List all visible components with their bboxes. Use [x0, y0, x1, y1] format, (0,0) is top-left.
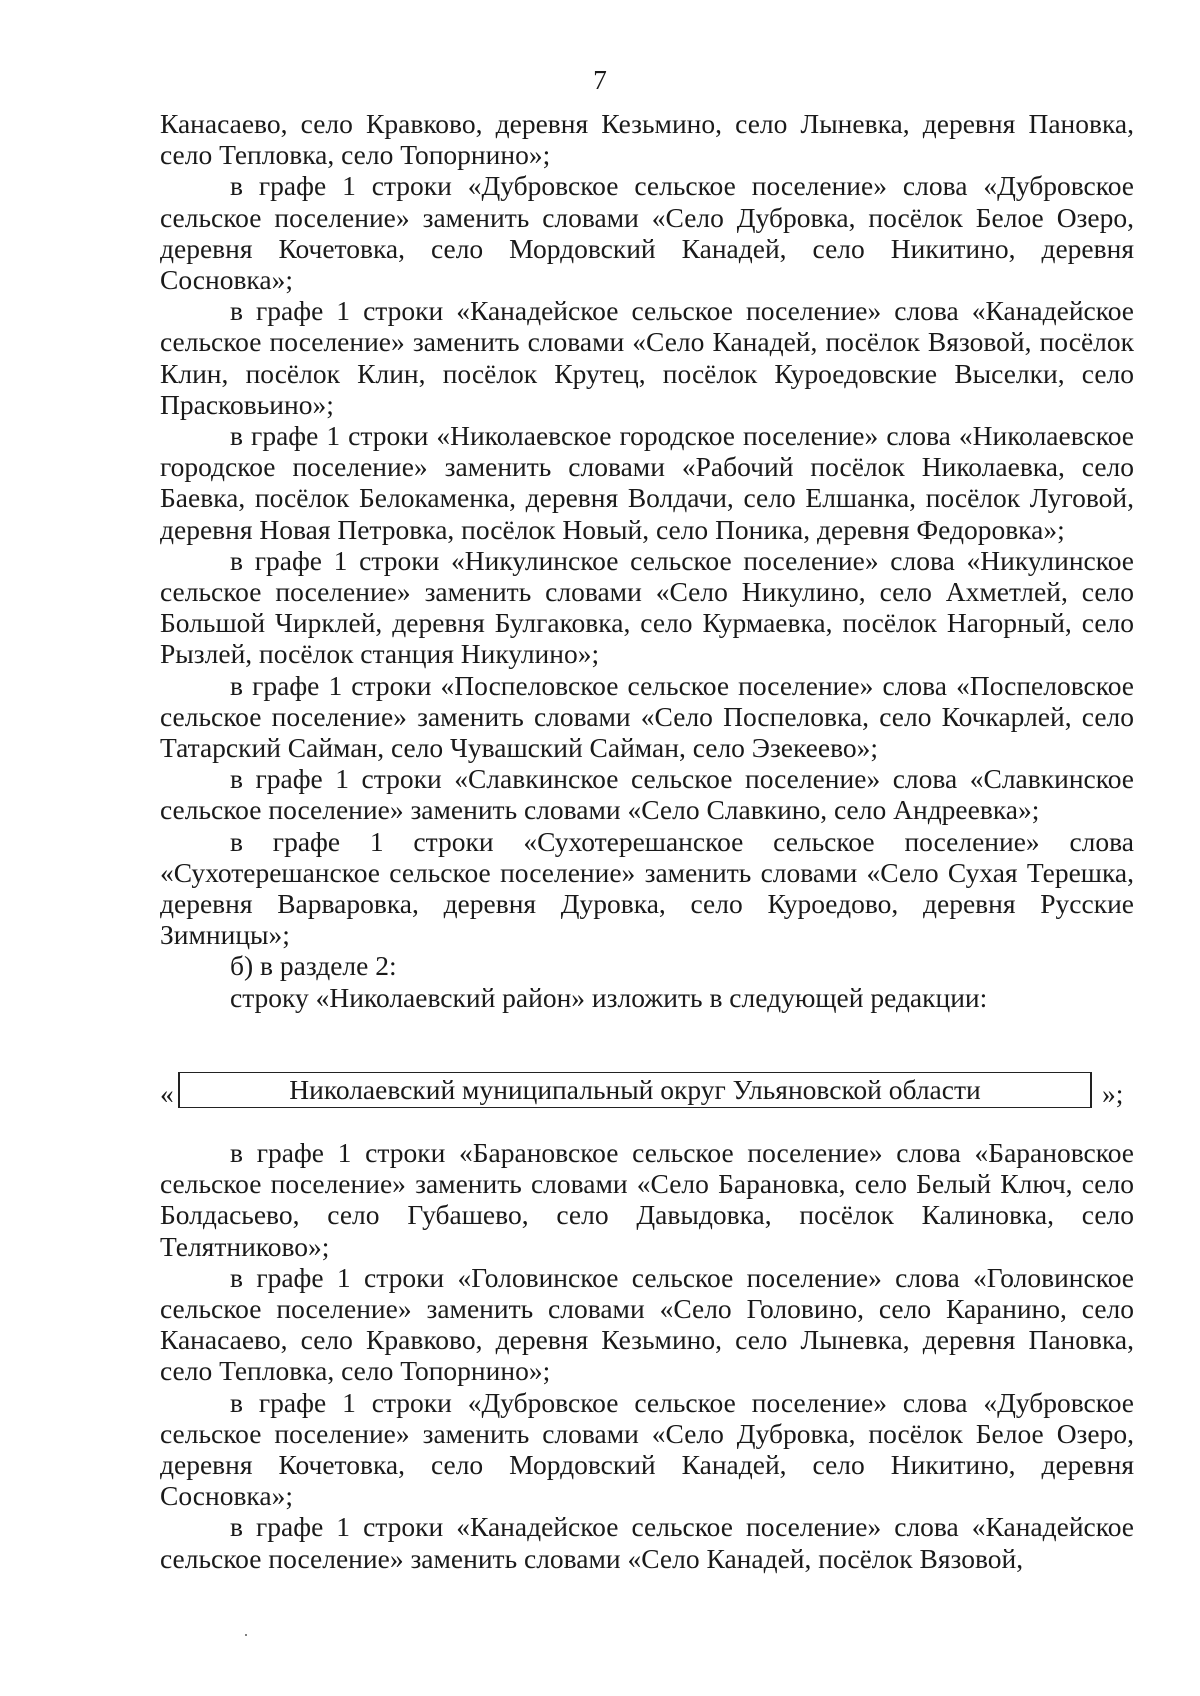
- paragraph: [160, 545, 1134, 670]
- text-line: «Николаевское городское поселение» заменить словами «Рабочий посёлок: [160, 420, 1134, 483]
- text-line: в графе 1 строки «Поспеловское сельское поселение» слова: [230, 669, 947, 701]
- text-line: «Сухотерешанское сельское поселение» заменить словами «Село Сухая: [160, 856, 1018, 888]
- text-line: Сосновка»;: [160, 264, 293, 296]
- text-section-1: [160, 108, 1134, 1013]
- text-line: сельское поселение» заменить словами «Село Барановка, село Белый Ключ,: [160, 1168, 1073, 1200]
- text-line: Сосновка»;: [160, 1480, 293, 1512]
- text-line: Телятниково»;: [160, 1230, 330, 1262]
- text-line: сельское поселение» заменить словами «Село Никулино, село Ахметлей, село: [160, 576, 1134, 608]
- text-section-2: [160, 1137, 1134, 1574]
- paragraph: [160, 950, 1134, 981]
- text-line: Кочкарлей, село Татарский Сайман, село Чувашский Сайман, село Эзекеево»;: [160, 700, 1134, 764]
- text-line: в графе 1 строки «Дубровское сельское поселение» слова «Дубровское: [230, 1386, 1134, 1418]
- text-line: село Рызлей, посёлок станция Никулино»;: [160, 607, 1135, 670]
- paragraph: [160, 295, 1134, 420]
- paragraph: [160, 108, 1134, 170]
- text-line: в графе 1 строки «Канадейское сельское поселение» слова «Канадейское: [230, 1511, 1134, 1543]
- paragraph: [160, 1262, 1134, 1387]
- paragraph: [160, 982, 1134, 1013]
- opening-quote: «: [160, 1078, 174, 1109]
- closing-quote: »;: [1102, 1078, 1124, 1109]
- text-line: село Тепловка, село Топорнино»;: [160, 1355, 551, 1387]
- text-line: в графе 1 строки «Славкинское сельское поселение» слова «Славкинское: [230, 763, 1134, 795]
- text-line: сельское поселение» заменить словами «Село Дубровка, посёлок Белое Озеро,: [160, 1417, 1134, 1449]
- paragraph: [160, 170, 1134, 295]
- paragraph: [160, 1511, 1134, 1573]
- text-line: в графе 1 строки «Канадейское сельское поселение» слова «Канадейское: [230, 295, 1134, 327]
- text-line: деревня Кочетовка, село Мордовский Канадей, село Никитино, деревня: [160, 232, 1134, 264]
- text-line: Терешка, деревня Варваровка, деревня Дуровка, село Куроедово, деревня: [160, 856, 1135, 920]
- text-line: село Прасковьино»;: [160, 357, 1135, 420]
- text-line: деревня Кочетовка, село Мордовский Канадей, село Никитино, деревня: [160, 1449, 1134, 1481]
- page-number: 7: [593, 64, 607, 95]
- text-line: село Болдасьево, село Губашево, село Давыдовка, посёлок Калиновка, село: [160, 1168, 1134, 1231]
- paragraph: [160, 826, 1134, 951]
- table-cell: Николаевский муниципальный округ Ульяновской области: [178, 1072, 1092, 1108]
- text-line: б) в разделе 2:: [230, 950, 397, 982]
- text-line: село Тепловка, село Топорнино»;: [160, 139, 551, 171]
- text-line: сельское поселение» заменить словами «Село Канадей, посёлок Вязовой,: [160, 1542, 1024, 1574]
- text-line: «Поспеловское сельское поселение» заменить словами «Село Поспеловка, село: [160, 669, 1135, 732]
- text-line: Канасаево, село Кравково, деревня Кезьмино, село Лыневка, деревня Пановка,: [160, 1324, 1134, 1356]
- text-line: строку «Николаевский район» изложить в следующей редакции:: [230, 981, 988, 1013]
- scan-speck: [245, 1634, 247, 1636]
- text-line: сельское поселение» заменить словами «Село Канадей, посёлок Вязовой,: [160, 326, 1032, 358]
- text-line: сельское поселение» заменить словами «Село Славкино, село Андреевка»;: [160, 794, 1040, 826]
- text-line: в графе 1 строки «Сухотерешанское сельское поселение» слова: [230, 825, 1134, 857]
- paragraph: [160, 420, 1134, 545]
- text-line: Канасаево, село Кравково, деревня Кезьмино, село Лыневка, деревня Пановка,: [160, 108, 1134, 139]
- text-line: Елшанка, посёлок Луговой, деревня Новая Петровка, посёлок Новый, село: [160, 482, 1134, 545]
- text-line: Большой Чирклей, деревня Булгаковка, село Курмаевка, посёлок Нагорный,: [160, 607, 1072, 639]
- text-line: посёлок Клин, посёлок Клин, посёлок Крутец, посёлок Куроедовские Выселки,: [160, 326, 1134, 389]
- table-row: [160, 1072, 1150, 1112]
- text-line: в графе 1 строки «Головинское сельское поселение» слова «Головинское: [230, 1261, 1134, 1293]
- text-line: Русские Зимницы»;: [160, 888, 1134, 951]
- text-line: сельское поселение» заменить словами «Село Головино, село Каранино, село: [160, 1293, 1134, 1325]
- text-line: в графе 1 строки «Николаевское городское поселение» слова: [230, 420, 951, 452]
- paragraph: [160, 1387, 1134, 1512]
- paragraph: [160, 763, 1134, 825]
- text-line: в графе 1 строки «Дубровское сельское поселение» слова «Дубровское: [230, 170, 1134, 202]
- paragraph: [160, 670, 1134, 764]
- paragraph: [160, 1137, 1134, 1262]
- text-line: Поника, деревня Федоровка»;: [715, 513, 1065, 545]
- text-line: Николаевка, село Баевка, посёлок Белокаменка, деревня Волдачи, село: [160, 451, 1135, 514]
- text-line: в графе 1 строки «Никулинское сельское поселение» слова «Никулинское: [230, 544, 1134, 576]
- text-line: сельское поселение» заменить словами «Село Дубровка, посёлок Белое Озеро,: [160, 201, 1134, 233]
- text-line: в графе 1 строки «Барановское сельское поселение» слова «Барановское: [230, 1137, 1134, 1168]
